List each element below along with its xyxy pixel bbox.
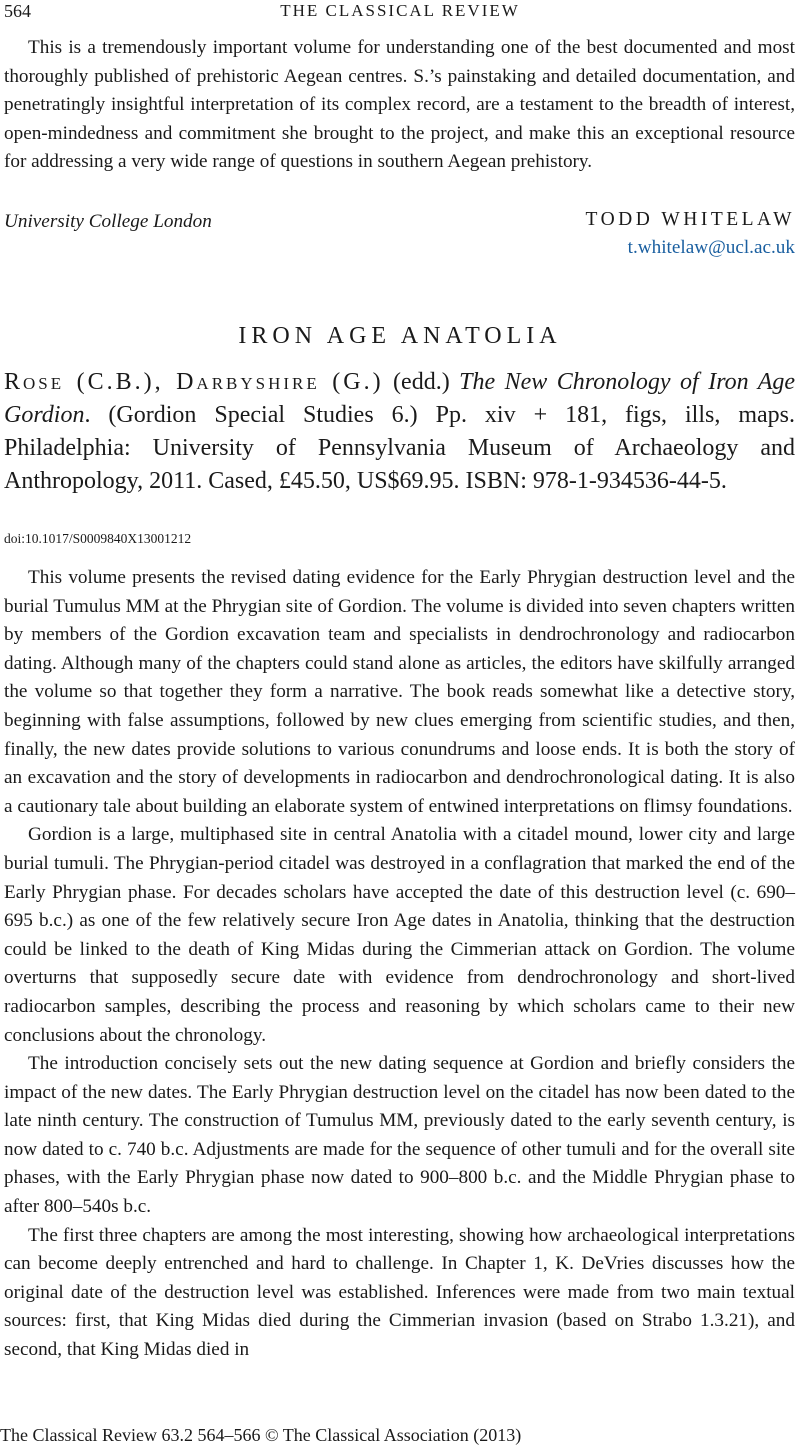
journal-title: THE CLASSICAL REVIEW	[280, 1, 520, 20]
paragraph: The introduction concisely sets out the new dating sequence at Gordion and briefly considers the impact of the new dates. The Early Phrygian destruction level on the citadel has now been dated to the late ninth century. The construction of Tumulus MM, previously dated to the early seventh century, is now dated to c. 740 b.c. Adjustments are made for the sequence of other tumuli and for the overall site phases, with the Early Phrygian phase now dated to 900–800 b.c. and the Middle Phrygian phase to after 800–540s b.c.	[4, 1053, 795, 1218]
intro-paragraph: This is a tremendously important volume for understanding one of the best documented and most thoroughly published of prehistoric Aegean centres. S.’s painstaking and detailed documentation, and penetratingly insightful interpretation of its complex record, are a testament to the breadth of interest, open-mindedness and commitment she brought to the project, and make this an exceptional resource for addressing a very wide range of questions in southern Aegean prehistory.	[4, 37, 795, 173]
review-body	[4, 564, 795, 1365]
reviewer-name: TODD WHITELAW	[585, 209, 795, 230]
paragraph: This volume presents the revised dating evidence for the Early Phrygian destruction level and the burial Tumulus MM at the Phrygian site of Gordion. The volume is divided into seven chapters written by members of the Gordion excavation team and specialists in dendrochronology and radiocarbon dating. Although many of the chapters could stand alone as articles, the editors have skilfully arranged the volume so that together they form a narrative. The book reads somewhat like a detective story, beginning with false assumptions, followed by new clues emerging from scientific studies, and then, finally, the new dates provide solutions to various conundrums and loose ends. It is both the story of an excavation and the story of developments in radiocarbon and dendrochronological dating. It is also a cautionary tale about building an elaborate system of entwined interpretations on flimsy foundations.	[4, 567, 795, 817]
reviewer-affiliation: University College London	[4, 211, 212, 232]
citation-edd: (edd.)	[393, 369, 450, 395]
citation-title: The New Chronology of Iron Age Gordion	[4, 369, 796, 428]
citation-details: . (Gordion Special Studies 6.) Pp. xiv + 181, figs, ills, maps. Philadelphia: University of Pennsylvania Museum of Archaeology and Anthropology, 2011. Cased, £45.50, US$69.95. ISBN: 978-1-934536-44-5.	[4, 402, 795, 494]
reviewer-signoff	[4, 206, 795, 266]
section-heading: IRON AGE ANATOLIA	[238, 323, 562, 349]
paragraph: Gordion is a large, multiphased site in central Anatolia with a citadel mound, lower city and large burial tumuli. The Phrygian-period citadel was destroyed in a conflagration that marked the end of the Early Phrygian phase. For decades scholars have accepted the date of this destruction level (c. 690–695 b.c.) as one of the few relatively secure Iron Age dates in Anatolia, thinking that the destruction could be linked to the death of King Midas during the Cimmerian attack on Gordion. The volume overturns that supposedly secure date with evidence from dendrochronology and short-lived radiocarbon samples, describing the process and reasoning by which scholars came to their new conclusions about the chronology.	[4, 824, 795, 1046]
doi[interactable]: doi:10.1017/S0009840X13001212	[4, 531, 192, 546]
previous-review-conclusion	[4, 34, 795, 177]
footer: The Classical Review 63.2 564–566 © The Classical Association (2013)	[0, 1425, 522, 1445]
citation-editors: Rose (C.B.), Darbyshire (G.)	[4, 369, 384, 395]
paragraph: The first three chapters are among the most interesting, showing how archaeological interpretations can become deeply entrenched and hard to challenge. In Chapter 1, K. DeVries discusses how the original date of the destruction level was established. Inferences were made from two main textual sources: first, that King Midas died during the Cimmerian invasion (based on Strabo 1.3.21), and second, that King Midas died in	[4, 1224, 795, 1361]
reviewer-email[interactable]: t.whitelaw@ucl.ac.uk	[627, 237, 795, 258]
running-head	[0, 0, 800, 22]
page-number: 564	[4, 1, 31, 21]
book-citation	[4, 366, 795, 498]
